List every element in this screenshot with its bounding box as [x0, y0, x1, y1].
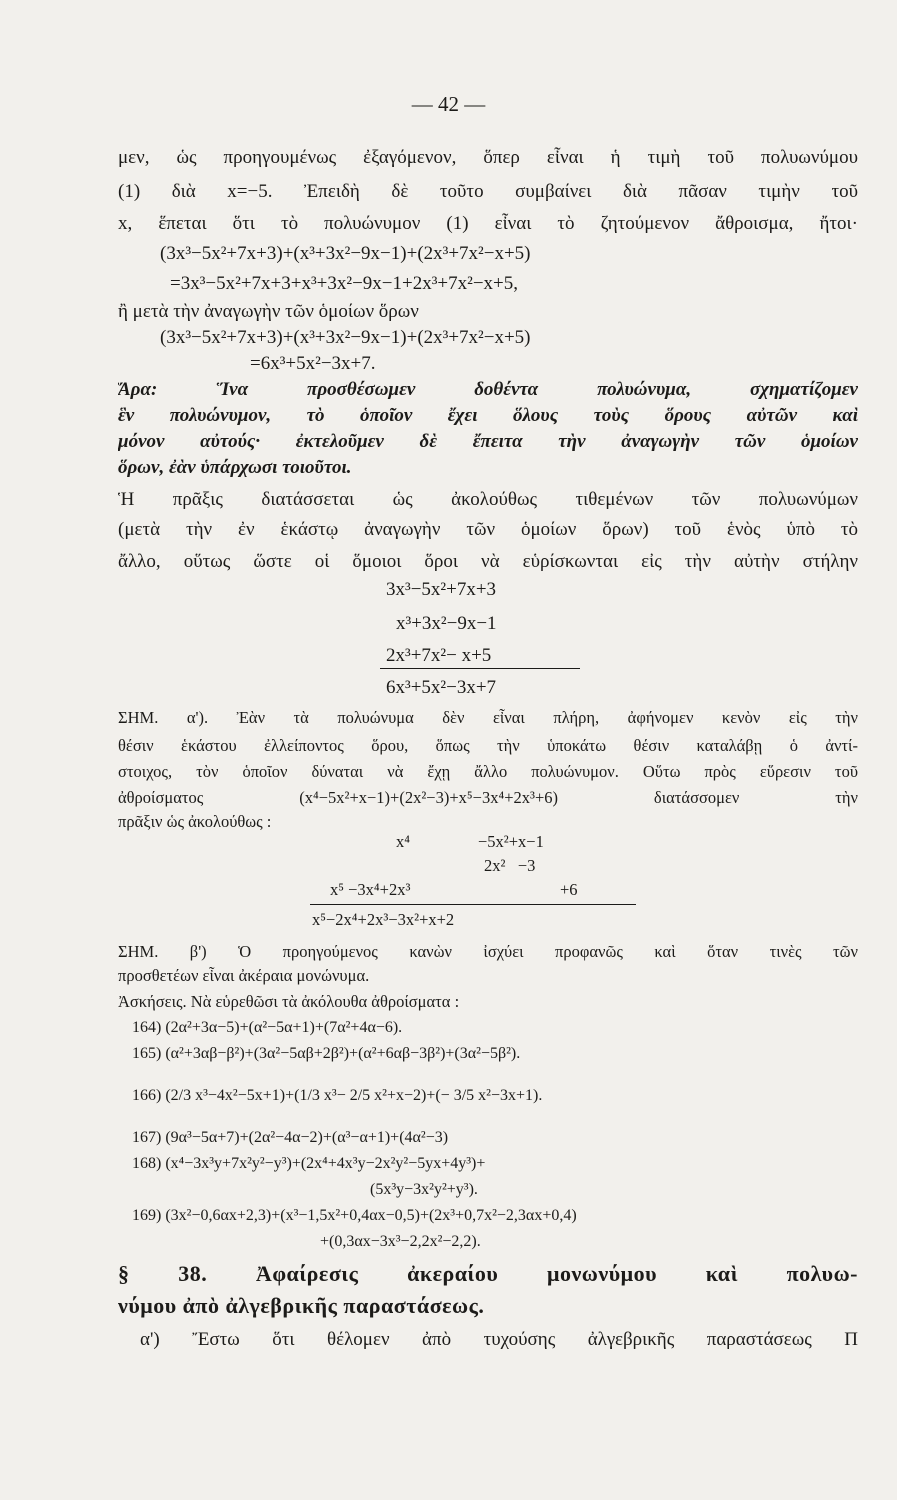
sum-rule — [310, 904, 636, 905]
note-line: πρᾶξιν ὡς ἀκολούθως : — [118, 812, 272, 831]
page-number: — 42 — — [411, 92, 486, 116]
sum-cell: −5x²+x−1 — [478, 832, 544, 851]
paragraph-line: Ἡ πρᾶξις διατάσσεται ὡς ἀκολούθως τιθεμένων τῶν πολυωνύμων — [118, 489, 858, 510]
exercise-item: 166) (2/3 x³−4x²−5x+1)+(1/3 x³− 2/5 x²+x−2)+(− 3/5 x²−3x+1). — [132, 1087, 543, 1104]
note-line: στοιχος, τὸν ὁποῖον δύναται νὰ ἔχῃ ἄλλο πολυώνυμον. Οὕτω πρὸς εὕρεσιν τοῦ — [118, 762, 858, 781]
note-line: προσθετέων εἶναι ἀκέραια μονώνυμα. — [118, 966, 370, 985]
note-line: ἀθροίσματος (x⁴−5x²+x−1)+(2x²−3)+x⁵−3x⁴+2x³+6) διατάσσομεν τὴν — [118, 788, 858, 807]
exercise-item: (5x³y−3x²y²+y³). — [370, 1181, 478, 1198]
equation-line: (3x³−5x²+7x+3)+(x³+3x²−9x−1)+(2x³+7x²−x+5) — [160, 243, 531, 264]
sum-row: 3x³−5x²+7x+3 — [386, 579, 497, 600]
paragraph-line: α') Ἔστω ὅτι θέλομεν ἀπὸ τυχούσης ἀλγεβρικῆς παραστάσεως Π — [140, 1329, 858, 1350]
sum-total: x⁵−2x⁴+2x³−3x²+x+2 — [312, 910, 455, 929]
sum-rule — [380, 668, 580, 669]
paragraph-line: ἢ μετὰ τὴν ἀναγωγὴν τῶν ὁμοίων ὅρων — [118, 301, 419, 322]
equation-line: =3x³−5x²+7x+3+x³+3x²−9x−1+2x³+7x²−x+5, — [170, 273, 519, 294]
section-heading: § 38. Ἀφαίρεσις ἀκεραίου μονωνύμου καὶ πολυω- — [118, 1262, 858, 1286]
paragraph-line: ἄλλο, οὕτως ὥστε οἱ ὅμοιοι ὅροι νὰ εὑρίσκωνται εἰς τὴν αὐτὴν στήλην — [118, 551, 858, 572]
paragraph-line: μεν, ὡς προηγουμένως ἐξαγόμενον, ὅπερ εἶναι ἡ τιμὴ τοῦ πολυωνύμου — [118, 147, 858, 168]
exercise-item: 165) (α²+3αβ−β²)+(3α²−5αβ+2β²)+(α²+6αβ−3β²)+(3α²−5β²). — [132, 1045, 521, 1062]
note-line: ΣΗΜ. β') Ὁ προηγούμενος κανὼν ἰσχύει προφανῶς καὶ ὅταν τινὲς τῶν — [118, 942, 858, 961]
rule-line: Ἄρα: Ἵνα προσθέσωμεν δοθέντα πολυώνυμα, σχηματίζομεν — [118, 379, 858, 400]
rule-line: ἓν πολυώνυμον, τὸ ὁποῖον ἔχει ὅλους τοὺς ὅρους αὐτῶν καὶ — [118, 405, 858, 426]
sum-total: 6x³+5x²−3x+7 — [386, 677, 497, 698]
exercise-item: 168) (x⁴−3x³y+7x²y²−y³)+(2x⁴+4x³y−2x²y²−5yx+4y³)+ — [132, 1155, 486, 1172]
paragraph-line: x, ἕπεται ὅτι τὸ πολυώνυμον (1) εἶναι τὸ ζητούμενον ἄθροισμα, ἤτοι· — [118, 213, 858, 234]
exercises-title: Ἀσκήσεις. Νὰ εὑρεθῶσι τὰ ἀκόλουθα ἀθροίσματα : — [118, 992, 460, 1011]
sum-row: 2x³+7x²− x+5 — [386, 645, 492, 666]
rule-line: μόνον αὐτούς· ἐκτελοῦμεν δὲ ἔπειτα τὴν ἀναγωγὴν τῶν ὁμοίων — [118, 431, 858, 452]
sum-row: x³+3x²−9x−1 — [396, 613, 497, 634]
note-line: ΣΗΜ. α'). Ἐὰν τὰ πολυώνυμα δὲν εἶναι πλήρη, ἀφήνομεν κενὸν εἰς τὴν — [118, 708, 858, 727]
exercise-item: 169) (3x²−0,6αx+2,3)+(x³−1,5x²+0,4αx−0,5)+(2x³+0,7x²−2,3αx+0,4) — [132, 1207, 577, 1224]
section-heading: νύμου ἀπὸ ἀλγεβρικῆς παραστάσεως. — [118, 1294, 485, 1318]
paragraph-line: (1) διὰ x=−5. Ἐπειδὴ δὲ τοῦτο συμβαίνει διὰ πᾶσαν τιμὴν τοῦ — [118, 181, 858, 202]
note-line: θέσιν ἑκάστου ἐλλείποντος ὅρου, ὅπως τὴν ὑποκάτω θέσιν καταλάβῃ ὁ ἀντί- — [118, 736, 858, 755]
exercise-item: 164) (2α²+3α−5)+(α²−5α+1)+(7α²+4α−6). — [132, 1019, 403, 1036]
sum-cell: +6 — [560, 880, 578, 899]
equation-line: (3x³−5x²+7x+3)+(x³+3x²−9x−1)+(2x³+7x²−x+5) — [160, 327, 531, 348]
equation-result: =6x³+5x²−3x+7. — [250, 353, 376, 374]
rule-line: ὅρων, ἐὰν ὑπάρχωσι τοιοῦτοι. — [118, 457, 352, 478]
paragraph-line: (μετὰ τὴν ἐν ἑκάστῳ ἀναγωγὴν τῶν ὁμοίων ὅρων) τοῦ ἑνὸς ὑπὸ τὸ — [118, 519, 858, 540]
sum-cell: x⁵ −3x⁴+2x³ — [330, 880, 411, 899]
exercise-item: 167) (9α³−5α+7)+(2α²−4α−2)+(α³−α+1)+(4α²−3) — [132, 1129, 449, 1146]
sum-cell: 2x² −3 — [484, 856, 536, 875]
exercise-item: +(0,3αx−3x³−2,2x²−2,2). — [320, 1233, 481, 1250]
sum-cell: x⁴ — [396, 832, 411, 851]
